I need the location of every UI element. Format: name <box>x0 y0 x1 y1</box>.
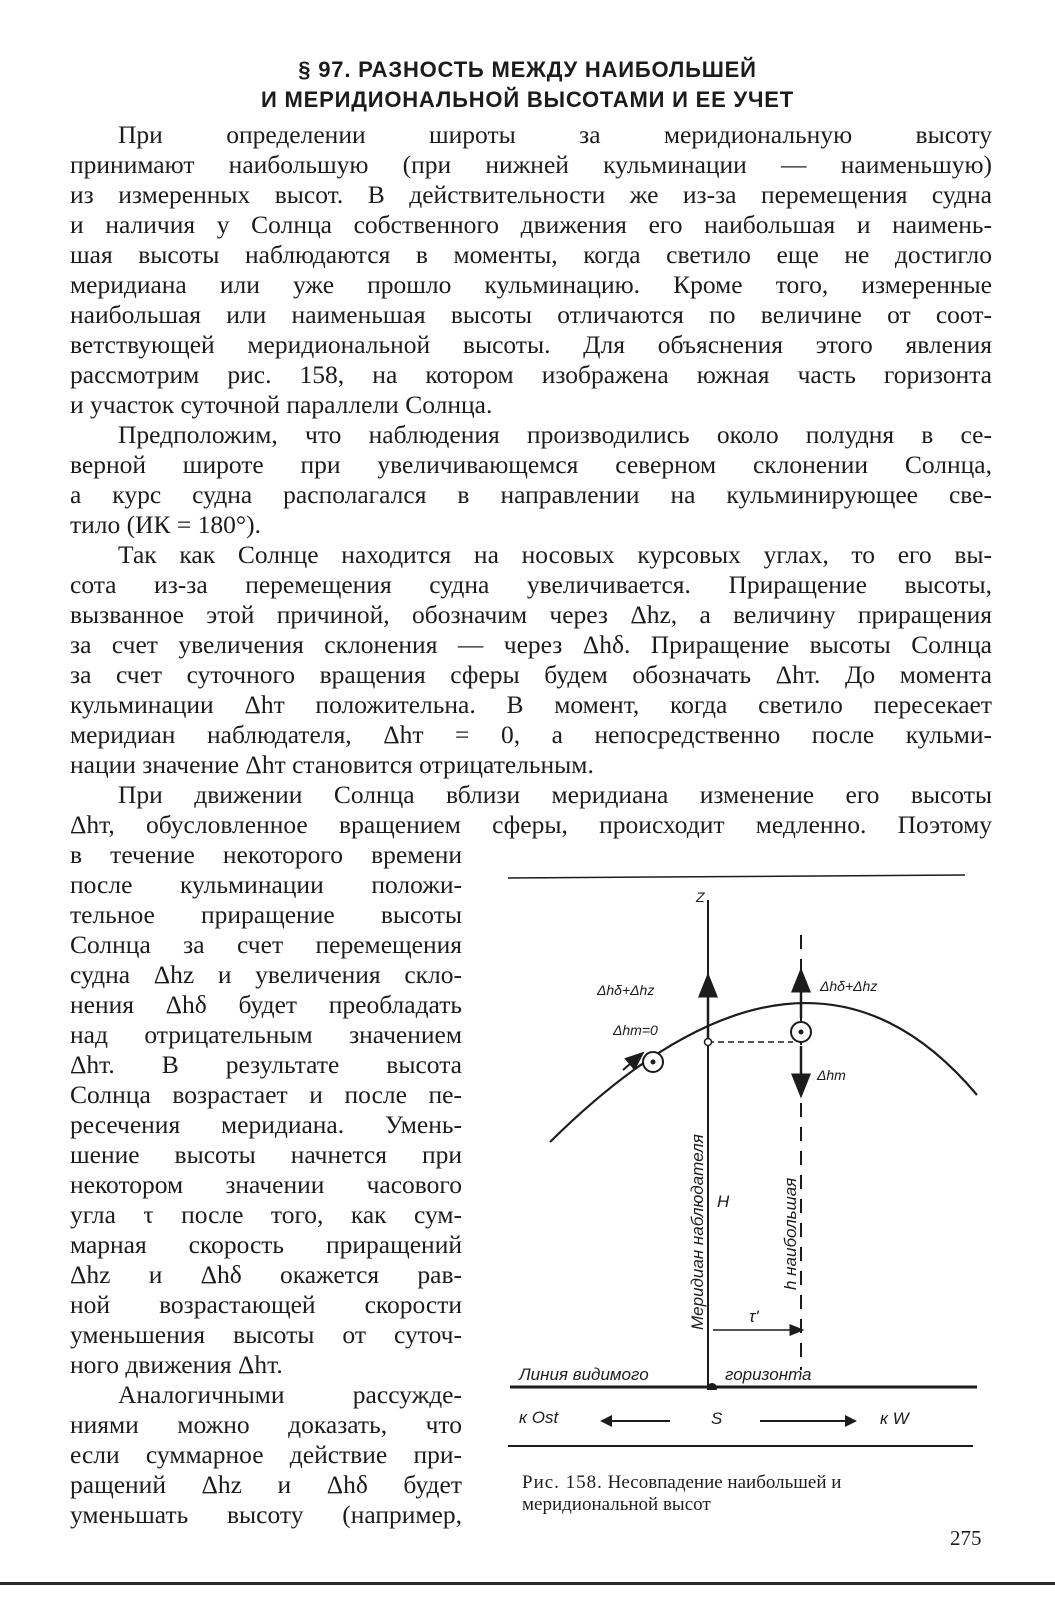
horizon-label-left: Линия видимого <box>519 1365 649 1384</box>
column-line: Аналогичными рассужде- <box>118 1380 462 1409</box>
column-line: нения Δhδ будет преобладать <box>70 990 462 1019</box>
meridian-label: Меридиан наблюдателя <box>688 1134 707 1330</box>
body-line: сота из-за перемещения судна увеличивается. Приращение высоты, <box>70 570 992 599</box>
column-line: шение высоты начнется при <box>70 1140 462 1169</box>
right-arrow-label: Δhδ+Δhz <box>820 978 878 994</box>
decrease-label: Δhт <box>817 1067 846 1083</box>
body-line: При движении Солнца вблизи меридиана изменение его высоты <box>118 780 992 809</box>
west-arrowhead <box>845 1415 857 1427</box>
column-line: Солнца за счет перемещения <box>70 930 462 959</box>
body-line: нации значение Δhт становится отрицательным. <box>70 750 594 779</box>
figure-158 <box>505 860 985 1390</box>
figure-diagram <box>505 860 985 1390</box>
horizon-label-right: горизонта <box>725 1365 812 1384</box>
meridian-crossing-point <box>705 1039 712 1046</box>
caption-prefix: Рис. 158. <box>522 1472 603 1493</box>
column-line: Солнца возрастает и после пе- <box>70 1080 462 1109</box>
page-number: 275 <box>950 1526 982 1550</box>
body-line: и участок суточной параллели Солнца. <box>70 390 493 419</box>
bottom-edge <box>0 1582 1055 1585</box>
column-line: некотором значении часового <box>70 1170 462 1199</box>
east-direction-label: к Ost <box>519 1408 559 1427</box>
body-line: наибольшая или наименьшая высоты отличаются по величине от соот- <box>70 300 992 329</box>
column-line: в течение некоторого времени <box>70 840 462 869</box>
column-line: ресечения меридиана. Умень- <box>70 1110 462 1139</box>
body-line: тило (ИК = 180°). <box>70 510 262 539</box>
column-line: уменьшать высоту (например, <box>70 1500 462 1529</box>
column-line: тельное приращение высоты <box>70 900 462 929</box>
max-altitude-label: h наибольшая <box>781 1177 800 1290</box>
body-line: а курс судна располагался в направлении на кульминирующее све- <box>70 480 992 509</box>
body-line: Δhт, обусловленное вращением сферы, происходит медленно. Поэтому <box>70 810 992 839</box>
section-heading-line-2: И МЕРИДИОНАЛЬНОЙ ВЫСОТАМИ И ЕЕ УЧЕТ <box>261 87 794 112</box>
east-arrowhead <box>600 1415 612 1427</box>
column-line: Δhz и Δhδ окажется рав- <box>70 1260 462 1289</box>
body-line: и наличия у Солнца собственного движения его наибольшая и наимень- <box>70 210 992 239</box>
body-line: вызванное этой причиной, обозначим через Δhz, а величину приращения <box>70 600 992 629</box>
column-line: ниями можно доказать, что <box>70 1410 462 1439</box>
column-line: если суммарное действие при- <box>70 1440 462 1469</box>
body-line: Предположим, что наблюдения производились около полудня в се- <box>118 420 992 449</box>
body-line: верной широте при увеличивающемся северном склонении Солнца, <box>70 450 992 479</box>
hour-angle-label: τ' <box>749 1307 759 1326</box>
column-line: над отрицательным значением <box>70 1020 462 1049</box>
body-line: Так как Солнце находится на носовых курсовых углах, то его вы- <box>118 540 992 569</box>
west-arrow <box>760 1420 845 1422</box>
left-arrow-label: Δhδ+Δhz <box>597 982 655 998</box>
body-line: меридиан наблюдателя, Δhт = 0, а непосредственно после кульми- <box>70 720 992 749</box>
caption-text: Несовпадение наибольшей и меридиональной высот <box>522 1472 842 1515</box>
body-line: за счет увеличения склонения — через Δhδ. Приращение высоты Солнца <box>70 630 992 659</box>
body-line: за счет суточного вращения сферы будем обозначать Δhт. До момента <box>70 660 992 689</box>
column-line: угла τ после того, как сум- <box>70 1200 462 1229</box>
body-line: меридиана или уже прошло кульминацию. Кроме того, измеренные <box>70 270 992 299</box>
body-line: из измеренных высот. В действительности же из-за перемещения судна <box>70 180 992 209</box>
figure-bottom-rule <box>508 1445 973 1447</box>
column-line: ной возрастающей скорости <box>70 1290 462 1319</box>
west-direction-label: к W <box>880 1409 909 1428</box>
zenith-label: Z <box>696 889 705 905</box>
figure-caption <box>522 1472 982 1516</box>
column-line: уменьшения высоты от суточ- <box>70 1320 462 1349</box>
zero-change-label: Δhт=0 <box>613 1022 658 1038</box>
column-line: марная скорость приращений <box>70 1230 462 1259</box>
body-line: ветствующей меридиональной высоты. Для объяснения этого явления <box>70 330 992 359</box>
column-line: после кульминации положи- <box>70 870 462 899</box>
body-line: шая высоты наблюдаются в моменты, когда светило еще не достигло <box>70 240 992 269</box>
south-label: S <box>711 1409 723 1428</box>
column-line: ного движения Δhт. <box>70 1350 283 1379</box>
column-line: ращений Δhz и Δhδ будет <box>70 1470 462 1499</box>
body-line: кульминации Δhт положительна. В момент, когда светило пересекает <box>70 690 992 719</box>
column-line: судна Δhz и увеличения скло- <box>70 960 462 989</box>
column-line: Δhт. В результате высота <box>70 1050 462 1079</box>
meridian-altitude-label: H <box>717 1192 730 1211</box>
top-rule <box>508 875 965 878</box>
east-arrow <box>605 1420 670 1422</box>
section-heading-line-1: § 97. РАЗНОСТЬ МЕЖДУ НАИБОЛЬШЕЙ <box>298 57 757 82</box>
body-line: При определении широты за меридиональную высоту <box>118 120 992 149</box>
body-line: рассмотрим рис. 158, на котором изображена южная часть горизонта <box>70 360 992 389</box>
body-line: принимают наибольшую (при нижней кульминации — наименьшую) <box>70 150 992 179</box>
